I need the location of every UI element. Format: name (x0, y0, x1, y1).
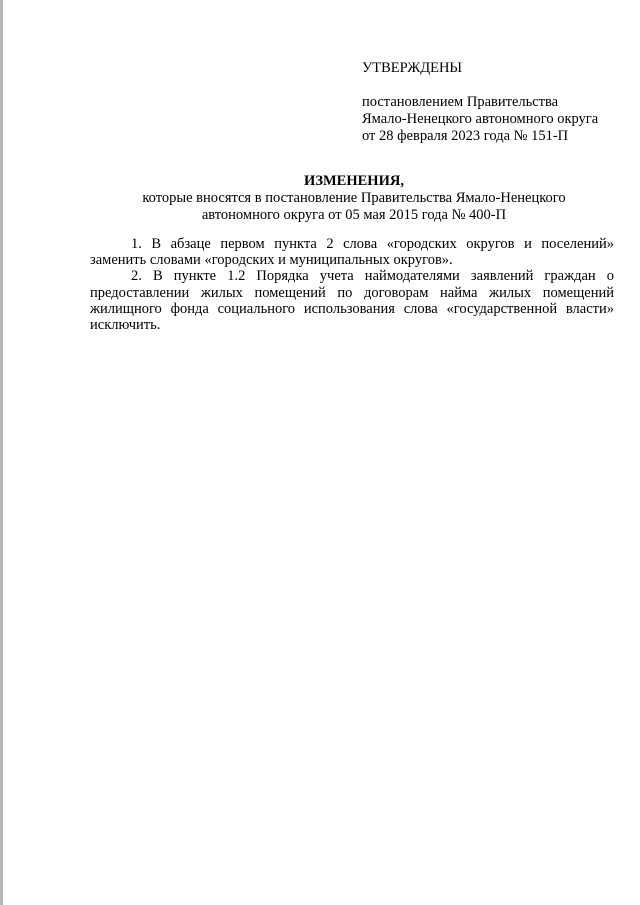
approval-block (362, 60, 612, 145)
approval-line-3: от 28 февраля 2023 года № 151-П (362, 128, 569, 144)
page-edge (0, 0, 3, 905)
document-subtitle-line-1: которые вносятся в постановление Правительства Ямало-Ненецкого (142, 190, 566, 206)
amendment-item-2: 2. В пункте 1.2 Порядка учета наймодателями заявлений граждан о предоставлении жилых помещений по договорам найма жилых помещений жилищного фонда социального использования слова «государственной власти» исключить. (90, 268, 614, 334)
amendment-item-1: 1. В абзаце первом пункта 2 слова «городских округов и поселений» заменить словами «городских и муниципальных округов». (90, 236, 614, 269)
approved-label: УТВЕРЖДЕНЫ (362, 60, 463, 76)
document-heading (90, 173, 618, 224)
document-subtitle-line-2: автономного округа от 05 мая 2015 года № 400-П (201, 207, 507, 223)
approval-line-1: постановлением Правительства (362, 94, 559, 110)
approval-line-2: Ямало-Ненецкого автономного округа (362, 111, 599, 127)
document-title: ИЗМЕНЕНИЯ, (304, 173, 404, 189)
document-body (90, 236, 614, 333)
